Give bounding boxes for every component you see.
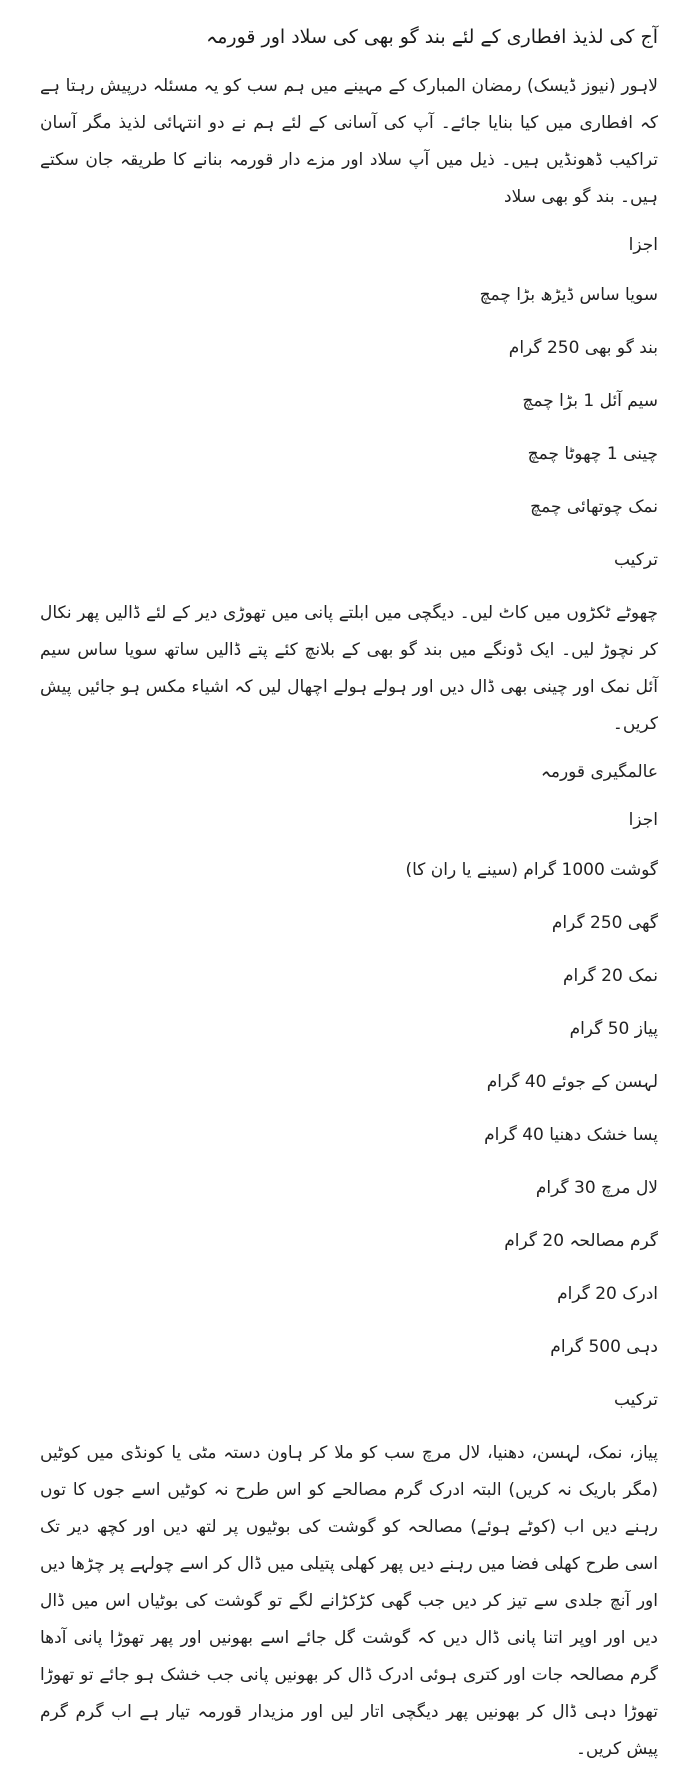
list-item: لال مرچ 30 گرام — [535, 1178, 658, 1198]
list-item: گوشت 1000 گرام (سینے یا ران کا) — [405, 860, 658, 880]
list-item: گرم مصالحہ 20 گرام — [504, 1231, 658, 1251]
korma-method-label: ترکیب — [613, 1390, 658, 1410]
salad-method: چھوٹے ٹکڑوں میں کاٹ لیں۔ دیگچی میں ابلتے پانی میں تھوڑی دیر کے لئے ڈالیں پھر نکال کر نچوڑ لیں۔ ایک ڈونگے میں بند گو بھی کے بلانچ کئے پتے ڈالیں ساتھ سویا ساس سیم آئل نمک اور چینی بھی ڈال دیں اور ہولے ہولے اچھال لیں کہ اشیاء مکس ہو جائیں پیش کریں۔ — [40, 603, 658, 734]
korma-method: پیاز، نمک، لہسن، دھنیا، لال مرچ سب کو ملا کر ہاون دستہ مٹی یا کونڈی میں کوٹیں (مگر باریک نہ کریں) البتہ ادرک گرم مصالحے کو اس طرح نہ کوٹیں اسے جوں کا توں رہنے دیں اب (کوٹے ہوئے) مصالحہ کو گوشت کی بوٹیوں پر لتھ دیں اور کچھ دیر تک اسی طرح کھلی فضا میں رہنے دیں پھر کھلی پتیلی میں ڈال کر اسے چولہے پر چڑھا دیں اور آنچ جلدی سے تیز کر دیں جب گھی کڑکڑانے لگے تو گوشت کی بوٹیاں اس میں ڈال دیں اور اوپر اتنا پانی ڈال دیں کہ گوشت گل جائے اسے بھونیں اور پھر تھوڑا پانی آدھا گرم مصالحہ جات اور کتری ہوئی ادرک ڈال کر بھونیں پانی جب خشک ہو جائے تو تھوڑا تھوڑا دہی ڈال کر بھونیں پھر دیگچی اتار لیں اور مزیدار قورمہ تیار ہے اب گرم گرم پیش کریں۔ — [40, 1443, 658, 1759]
list-item: سویا ساس ڈیڑھ بڑا چمچ — [479, 285, 658, 305]
list-item: بند گو بھی 250 گرام — [508, 338, 658, 358]
list-item: نمک 20 گرام — [563, 966, 658, 986]
list-item: ادرک 20 گرام — [557, 1284, 658, 1304]
list-item: چینی 1 چھوٹا چمچ — [527, 444, 658, 464]
list-item: پیاز 50 گرام — [569, 1019, 658, 1039]
list-item: دہی 500 گرام — [550, 1337, 658, 1357]
list-item: لہسن کے جوئے 40 گرام — [486, 1072, 658, 1092]
korma-ingredients-list — [40, 855, 658, 1362]
list-item: نمک چوتھائی چمچ — [530, 497, 658, 517]
list-item: پسا خشک دھنیا 40 گرام — [484, 1125, 658, 1145]
list-item: گھی 250 گرام — [551, 913, 658, 933]
salad-ingredients-list — [40, 280, 658, 522]
list-item: سیم آئل 1 بڑا چمچ — [522, 391, 658, 411]
salad-method-label: ترکیب — [613, 550, 658, 570]
korma-ingredients-label: اجزا — [628, 810, 658, 830]
article-intro: لاہور (نیوز ڈیسک) رمضان المبارک کے مہینے میں ہم سب کو یہ مسئلہ درپیش رہتا ہے کہ افطاری میں کیا بنایا جائے۔ آپ کی آسانی کے لئے ہم نے دو انتہائی لذیذ مگر آسان تراکیب ڈھونڈیں ہیں۔ ذیل میں آپ سلاد اور مزے دار قورمہ بنانے کا طریقہ جان سکتے ہیں۔ بند گو بھی سلاد — [40, 76, 658, 207]
article-title: آج کی لذیذ افطاری کے لئے بند گو بھی کی سلاد اور قورمہ — [206, 26, 658, 48]
salad-ingredients-label: اجزا — [628, 235, 658, 255]
korma-heading: عالمگیری قورمہ — [540, 762, 658, 782]
